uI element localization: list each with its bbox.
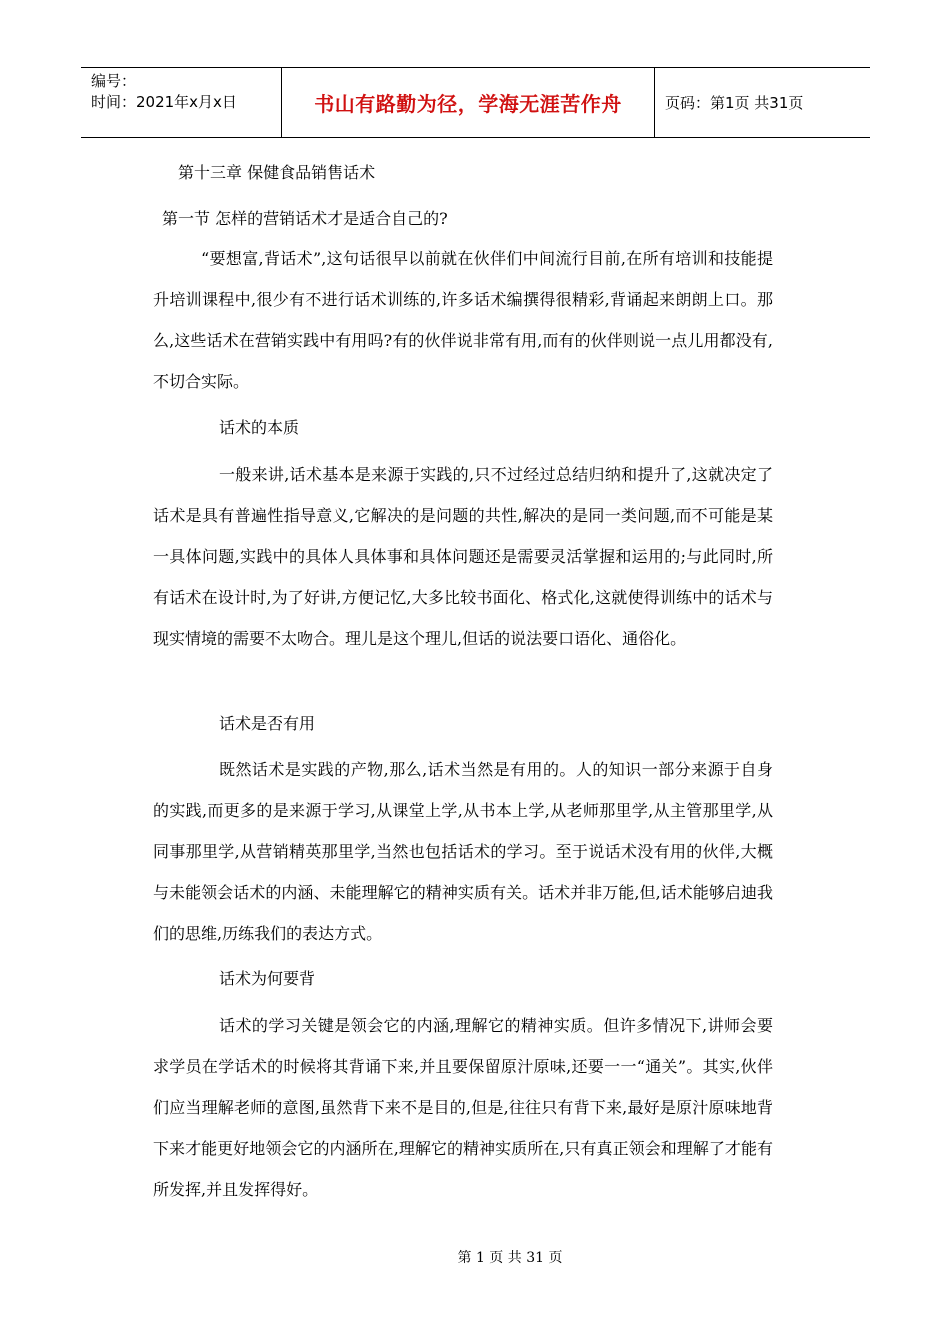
- header-table: [81, 67, 870, 138]
- recite-heading: 话术为何要背: [219, 969, 316, 988]
- useful-heading: 话术是否有用: [219, 714, 316, 733]
- header-page-info: 页码：第1页 共31页: [665, 94, 804, 112]
- page-footer: 第 1 页 共 31 页: [457, 1250, 563, 1266]
- recite-paragraph: 话术的学习关键是领会它的内涵,理解它的精神实质。但许多情况下,讲师会要求学员在学话术的时候将其背诵下来,并且要保留原汁原味,还要一一“通关”。其实,伙伴们应当理解老师的意图,虽然背下来不是目的,但是,往往只有背下来,最好是原汁原味地背下来才能更好地领会它的内涵所在,理解它的精神实质所在,只有真正领会和理解了才能有所发挥,并且发挥得好。: [153, 1016, 773, 1199]
- useful-paragraph: 既然话术是实践的产物,那么,话术当然是有用的。人的知识一部分来源于自身的实践,而更多的是来源于学习,从课堂上学,从书本上学,从老师那里学,从主管那里学,从同事那里学,从营销精英那里学,当然也包括话术的学习。至于说话术没有用的伙伴,大概与未能领会话术的内涵、未能理解它的精神实质有关。话术并非万能,但,话术能够启迪我们的思维,历练我们的表达方式。: [153, 760, 773, 943]
- document-number-label: 编号：: [91, 72, 137, 90]
- intro-paragraph: “要想富,背话术”,这句话很早以前就在伙伴们中间流行目前,在所有培训和技能提升培训课程中,很少有不进行话术训练的,许多话术编撰得很精彩,背诵起来朗朗上口。那么,这些话术在营销实践中有用吗?有的伙伴说非常有用,而有的伙伴则说一点儿用都没有,不切合实际。: [153, 249, 773, 391]
- section-title: 第一节 怎样的营销话术才是适合自己的?: [162, 209, 448, 228]
- header-meta-cell: [81, 68, 282, 137]
- chapter-title: 第十三章 保健食品销售话术: [178, 163, 376, 182]
- header-motto: 书山有路勤为径，学海无涯苦作舟: [282, 68, 655, 137]
- document-date: 时间：2021年x月x日: [91, 93, 237, 111]
- essence-paragraph: 一般来讲,话术基本是来源于实践的,只不过经过总结归纳和提升了,这就决定了话术是具有普遍性指导意义,它解决的是问题的共性,解决的是同一类问题,而不可能是某一具体问题,实践中的具体人具体事和具体问题还是需要灵活掌握和运用的;与此同时,所有话术在设计时,为了好讲,方便记忆,大多比较书面化、格式化,这就使得训练中的话术与现实情境的需要不太吻合。理儿是这个理儿,但话的说法要口语化、通俗化。: [153, 465, 773, 648]
- essence-heading: 话术的本质: [219, 418, 300, 437]
